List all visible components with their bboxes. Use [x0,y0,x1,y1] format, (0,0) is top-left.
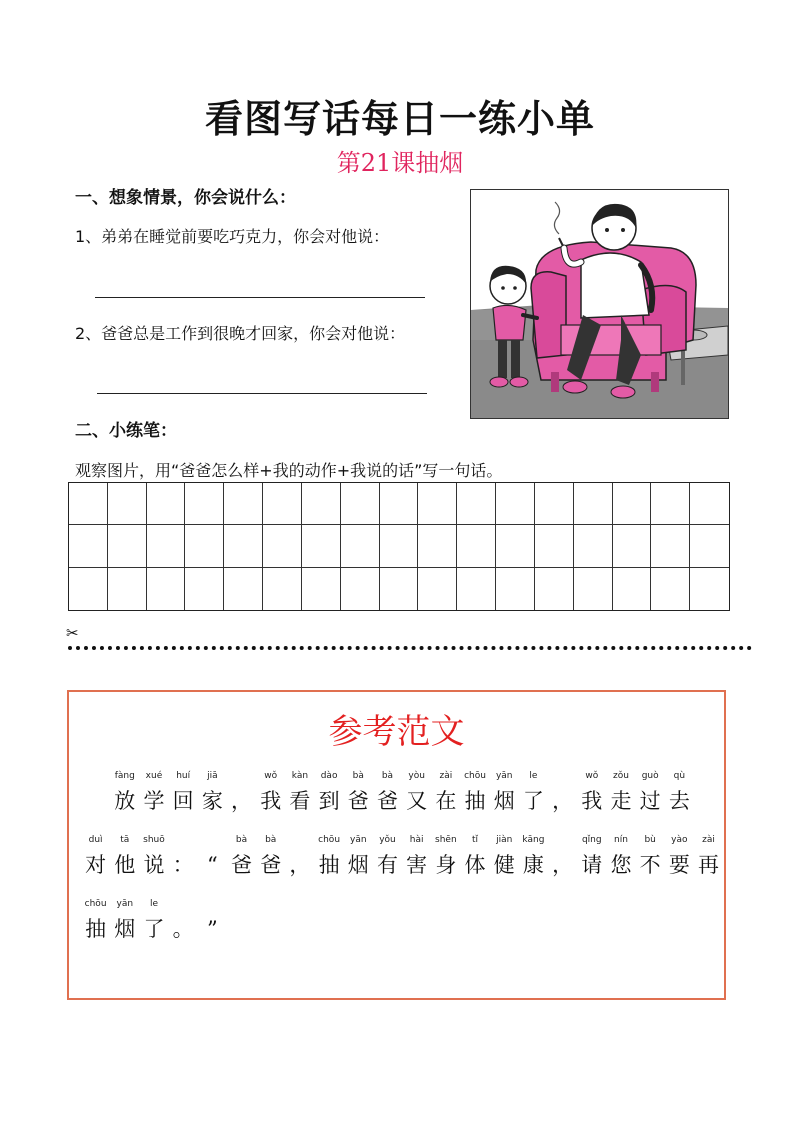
hanzi: 学 [143,789,165,813]
grid-cell[interactable] [651,568,690,610]
father-smoking-on-sofa-boy-illustration [471,190,728,418]
grid-cell[interactable] [690,568,729,610]
worksheet-title: 看图写话每日一练小单 [204,96,595,141]
father-smoking-illustration [470,189,729,419]
hanzi: 我 [260,789,282,813]
grid-cell[interactable] [147,483,186,525]
hanzi: 烟 [347,853,369,877]
hanzi: ： [172,853,194,877]
grid-cell[interactable] [613,568,652,610]
pinyin: le [529,771,538,781]
grid-cell[interactable] [108,568,147,610]
essay-char [694,835,723,878]
pinyin: qǐng [581,835,602,845]
grid-cell[interactable] [224,483,263,525]
grid-cell[interactable] [185,483,224,525]
essay-line [81,835,723,878]
grid-cell[interactable] [341,525,380,567]
essay-char [315,835,344,878]
grid-cell[interactable] [380,525,419,567]
hanzi: 回 [172,789,194,813]
grid-cell[interactable] [613,525,652,567]
pinyin: le [149,899,158,909]
grid-cell[interactable] [69,525,108,567]
grid-cell[interactable] [302,483,341,525]
pinyin: yòu [408,771,425,781]
grid-cell[interactable] [224,525,263,567]
essay-char [665,835,694,878]
hanzi: 看 [289,789,311,813]
pinyin: zǒu [613,771,629,781]
pinyin: duì [88,835,103,845]
hanzi: ， [231,789,253,813]
section2-heading: 二、小练笔： [75,421,177,441]
pinyin: dào [320,771,338,781]
hanzi: 体 [464,853,486,877]
grid-cell[interactable] [69,483,108,525]
hanzi: 健 [493,853,515,877]
pinyin: guò [641,771,659,781]
essay-char [577,835,606,878]
essay-char [490,771,519,814]
essay-char [198,771,227,814]
essay-char [139,835,168,878]
hanzi: 去 [668,789,690,813]
section1-heading: 一、想象情景，你会说什么： [75,188,296,208]
essay-char [606,835,635,878]
hanzi: 家 [201,789,223,813]
hanzi: 您 [610,853,632,877]
hanzi: ， [552,789,574,813]
hanzi: “ [206,853,218,877]
hanzi: 爸 [260,853,282,877]
grid-cell[interactable] [690,483,729,525]
grid-cell[interactable] [185,525,224,567]
hanzi: 害 [406,853,428,877]
grid-cell[interactable] [108,483,147,525]
pinyin: shēn [435,835,457,845]
grid-cell[interactable] [418,525,457,567]
hanzi: 再 [698,853,720,877]
pinyin: chōu [84,899,107,909]
pinyin: xué [145,771,163,781]
pinyin: jiàn [496,835,513,845]
grid-cell[interactable] [147,525,186,567]
grid-cell[interactable] [651,525,690,567]
grid-cell[interactable] [496,483,535,525]
grid-cell[interactable] [380,483,419,525]
grid-cell[interactable] [574,568,613,610]
essay-char [577,771,606,814]
essay-line [81,899,227,942]
pinyin: zài [439,771,453,781]
writing-grid[interactable] [68,482,730,611]
essay-char [139,771,168,814]
essay-char [169,771,198,814]
hanzi: 有 [376,853,398,877]
writing-instruction: 观察图片，用“爸爸怎么样+我的动作+我说的话”写一句话。 [75,461,503,480]
hanzi: ” [206,917,218,941]
essay-char [227,835,256,878]
essay-char [431,771,460,814]
grid-cell[interactable] [263,568,302,610]
essay-char [285,771,314,814]
grid-cell[interactable] [341,568,380,610]
hanzi: 抽 [85,917,107,941]
essay-char [256,771,285,814]
pinyin: kāng [522,835,545,845]
essay-char [344,835,373,878]
grid-cell[interactable] [457,525,496,567]
essay-char [110,835,139,878]
hanzi: 康 [522,853,544,877]
essay-char [110,899,139,942]
grid-cell[interactable] [69,568,108,610]
grid-cell[interactable] [496,568,535,610]
essay-char [665,771,694,814]
grid-cell[interactable] [302,568,341,610]
lesson-subtitle: 第21课抽烟 [336,149,464,177]
grid-cell[interactable] [535,568,574,610]
essay-char [169,916,198,942]
grid-cell[interactable] [574,483,613,525]
pinyin: yào [671,835,688,845]
essay-char [636,771,665,814]
pinyin: yān [350,835,367,845]
essay-char [519,835,548,878]
hanzi: 要 [668,853,690,877]
essay-char [315,771,344,814]
essay-char [285,852,314,878]
pinyin: yān [495,771,513,781]
hanzi [81,788,110,814]
essay-char [81,835,110,878]
answer-line-2[interactable] [97,393,427,394]
grid-cell[interactable] [263,483,302,525]
hanzi: 放 [114,789,136,813]
grid-cell[interactable] [574,525,613,567]
hanzi: 烟 [114,917,136,941]
hanzi: 抽 [464,789,486,813]
hanzi: 请 [581,853,603,877]
scissors-icon: ✂ [66,624,79,642]
pinyin: bà [265,835,277,845]
hanzi: 过 [639,789,661,813]
essay-char [519,771,548,814]
answer-line-1[interactable] [95,297,425,298]
hanzi: 在 [435,789,457,813]
hanzi: 他 [114,853,136,877]
essay-char [460,771,489,814]
grid-cell[interactable] [263,525,302,567]
essay-char [490,835,519,878]
pinyin: tǐ [472,835,479,845]
essay-char [373,771,402,814]
pinyin: yān [116,899,134,909]
pinyin: bà [352,771,364,781]
hanzi: 。 [172,917,194,941]
hanzi: 身 [435,853,457,877]
grid-cell[interactable] [341,483,380,525]
pinyin: shuō [143,835,165,845]
essay-char [256,835,285,878]
grid-cell[interactable] [651,483,690,525]
essay-char [81,788,110,814]
grid-cell[interactable] [457,568,496,610]
grid-cell[interactable] [535,483,574,525]
hanzi: 不 [639,853,661,877]
pinyin: chōu [464,771,486,781]
grid-cell[interactable] [418,483,457,525]
hanzi: 爸 [376,789,398,813]
hanzi: ， [552,853,574,877]
pinyin: kàn [291,771,309,781]
essay-char [548,852,577,878]
hanzi: 了 [522,789,544,813]
essay-char [460,835,489,878]
pinyin: bà [235,835,248,845]
grid-cell[interactable] [418,568,457,610]
essay-char [402,835,431,878]
grid-cell[interactable] [224,568,263,610]
essay-char [169,852,198,878]
hanzi: 了 [143,917,165,941]
pinyin: qù [673,771,686,781]
pinyin: hài [409,835,424,845]
question-1: 1、弟弟在睡觉前要吃巧克力，你会对他说： [75,227,390,246]
pinyin: wǒ [264,771,278,781]
grid-cell[interactable] [147,568,186,610]
pinyin: jiā [207,771,218,781]
essay-line [81,771,694,814]
grid-cell[interactable] [185,568,224,610]
hanzi: 走 [610,789,632,813]
essay-char [636,835,665,878]
essay-char [227,788,256,814]
hanzi: 又 [406,789,428,813]
pinyin: huí [176,771,191,781]
essay-char [198,852,227,878]
essay-char [110,771,139,814]
hanzi: ， [289,853,311,877]
essay-char [431,835,460,878]
pinyin: fàng [114,771,135,781]
grid-cell[interactable] [302,525,341,567]
hanzi: 说 [143,853,165,877]
essay-char [198,916,227,942]
essay-char [402,771,431,814]
hanzi: 到 [318,789,340,813]
essay-char [139,899,168,942]
essay-char [606,771,635,814]
pinyin: chōu [318,835,341,845]
grid-cell[interactable] [108,525,147,567]
hanzi: 爸 [347,789,369,813]
hanzi: 烟 [493,789,515,813]
pinyin: wǒ [585,771,599,781]
grid-cell[interactable] [690,525,729,567]
question-2: 2、爸爸总是工作到很晚才回家，你会对他说： [75,324,406,343]
hanzi: 抽 [318,853,340,877]
essay-char [81,899,110,942]
grid-cell[interactable] [535,525,574,567]
reference-essay-box [67,690,726,1000]
hanzi: 我 [581,789,603,813]
essay-char [373,835,402,878]
pinyin: yǒu [379,835,396,845]
essay-char [344,771,373,814]
reference-title: 参考范文 [328,712,465,752]
essay-char [548,788,577,814]
grid-cell[interactable] [457,483,496,525]
pinyin: bù [644,835,656,845]
hanzi: 爸 [231,853,253,877]
grid-cell[interactable] [613,483,652,525]
pinyin: bà [381,771,394,781]
pinyin: zài [702,835,715,845]
cut-line [68,646,752,650]
grid-cell[interactable] [380,568,419,610]
pinyin: tā [120,835,130,845]
grid-cell[interactable] [496,525,535,567]
hanzi: 对 [85,853,107,877]
pinyin: nín [614,835,628,845]
